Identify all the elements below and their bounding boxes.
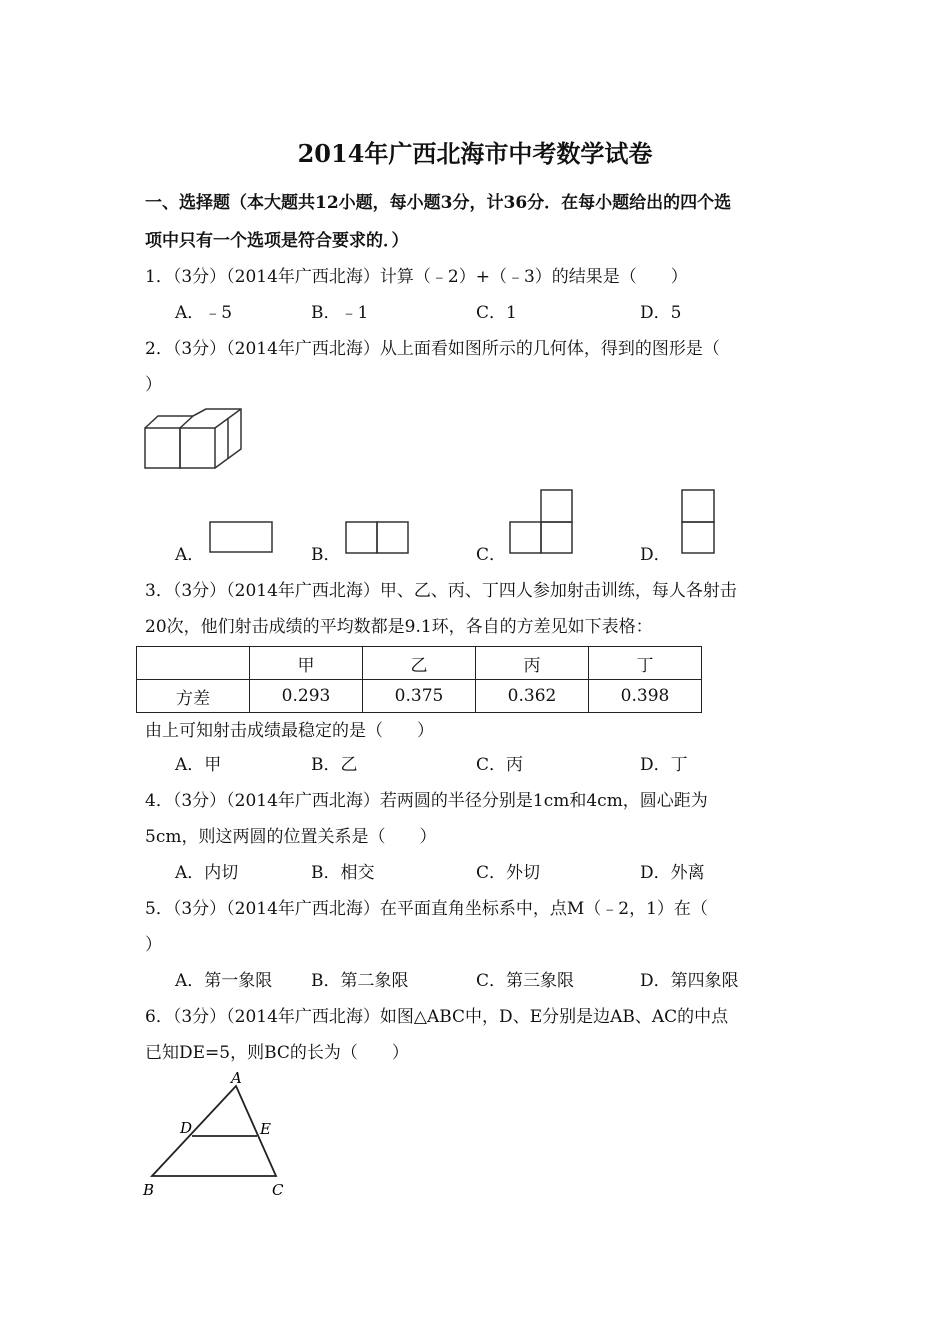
q5-option-a: A．第一象限 [175,971,273,991]
q3-option-a: A．甲 [175,755,222,775]
q5-stem-line1: 5．（3分）（2014年广西北海）在平面直角坐标系中，点M（﹣2，1）在（ [145,899,708,919]
variance-table [136,646,702,713]
table-row-label: 方差 [137,680,250,713]
table-cell: 0.293 [250,680,363,713]
vertex-label-e: E [260,1120,271,1138]
table-cell: 0.362 [476,680,589,713]
q4-option-a: A．内切 [175,863,239,883]
q2-stem-line1: 2．（3分）（2014年广西北海）从上面看如图所示的几何体，得到的图形是（ [145,339,720,359]
vertex-label-c: C [272,1181,284,1199]
q1-stem: 1．（3分）（2014年广西北海）计算（﹣2）+（﹣3）的结果是（ ） [145,267,688,287]
q2-option-a: A． [175,545,205,565]
q2-option-a-figure [208,520,278,556]
table-cell: 0.375 [363,680,476,713]
table-header-row [137,647,702,680]
q2-option-c-figure [508,488,578,556]
q2-option-c: C． [476,545,507,565]
q1-option-d: D．5 [640,303,682,323]
q4-option-c: C．外切 [476,863,541,883]
q6-stem-line1: 6．（3分）（2014年广西北海）如图△ABC中，D、E分别是边AB、AC的中点 [145,1007,729,1027]
q5-option-c: C．第三象限 [476,971,575,991]
q3-stem-line3: 由上可知射击成绩最稳定的是（ ） [145,721,434,741]
page-title: 2014年广西北海市中考数学试卷 [297,139,653,168]
vertex-label-b: B [143,1181,155,1199]
vertex-label-d: D [180,1119,193,1137]
table-row [137,680,702,713]
q5-option-d: D．第四象限 [640,971,739,991]
q2-option-b-figure [344,520,414,556]
section-heading-line1: 一、选择题（本大题共12小题，每小题3分，计36分．在每小题给出的四个选 [145,193,732,213]
q2-option-d: D． [640,545,671,565]
q3-stem-line1: 3．（3分）（2014年广西北海）甲、乙、丙、丁四人参加射击训练，每人各射击 [145,581,737,601]
q1-option-c: C．1 [476,303,517,323]
vertex-label-a: A [231,1069,242,1087]
table-header-cell: 丙 [476,647,589,680]
section-heading-line2: 项中只有一个选项是符合要求的．） [145,231,409,251]
q3-option-b: B．乙 [311,755,358,775]
q2-solid-figure [140,405,250,475]
table-header-cell: 丁 [589,647,702,680]
q2-option-d-figure [680,488,720,556]
q3-option-c: C．丙 [476,755,524,775]
q1-option-b: B．﹣1 [311,303,369,323]
q5-stem-line2: ） [145,935,162,955]
q4-stem-line1: 4．（3分）（2014年广西北海）若两圆的半径分别是1cm和4cm，圆心距为 [145,791,708,811]
table-header-cell: 乙 [363,647,476,680]
q2-stem-line2: ） [145,375,162,395]
q4-stem-line2: 5cm，则这两圆的位置关系是（ ） [145,827,437,847]
q2-option-b: B． [311,545,341,565]
q3-option-d: D．丁 [640,755,688,775]
q5-option-b: B．第二象限 [311,971,409,991]
q4-option-b: B．相交 [311,863,375,883]
q3-stem-line2: 20次，他们射击成绩的平均数都是9.1环，各自的方差见如下表格： [145,617,653,637]
q6-stem-line2: 已知DE=5，则BC的长为（ ） [145,1043,409,1063]
table-header-cell: 甲 [250,647,363,680]
table-header-cell [137,647,250,680]
q1-option-a: A．﹣5 [175,303,233,323]
q6-triangle-figure [140,1068,300,1203]
q4-option-d: D．外离 [640,863,705,883]
table-cell: 0.398 [589,680,702,713]
